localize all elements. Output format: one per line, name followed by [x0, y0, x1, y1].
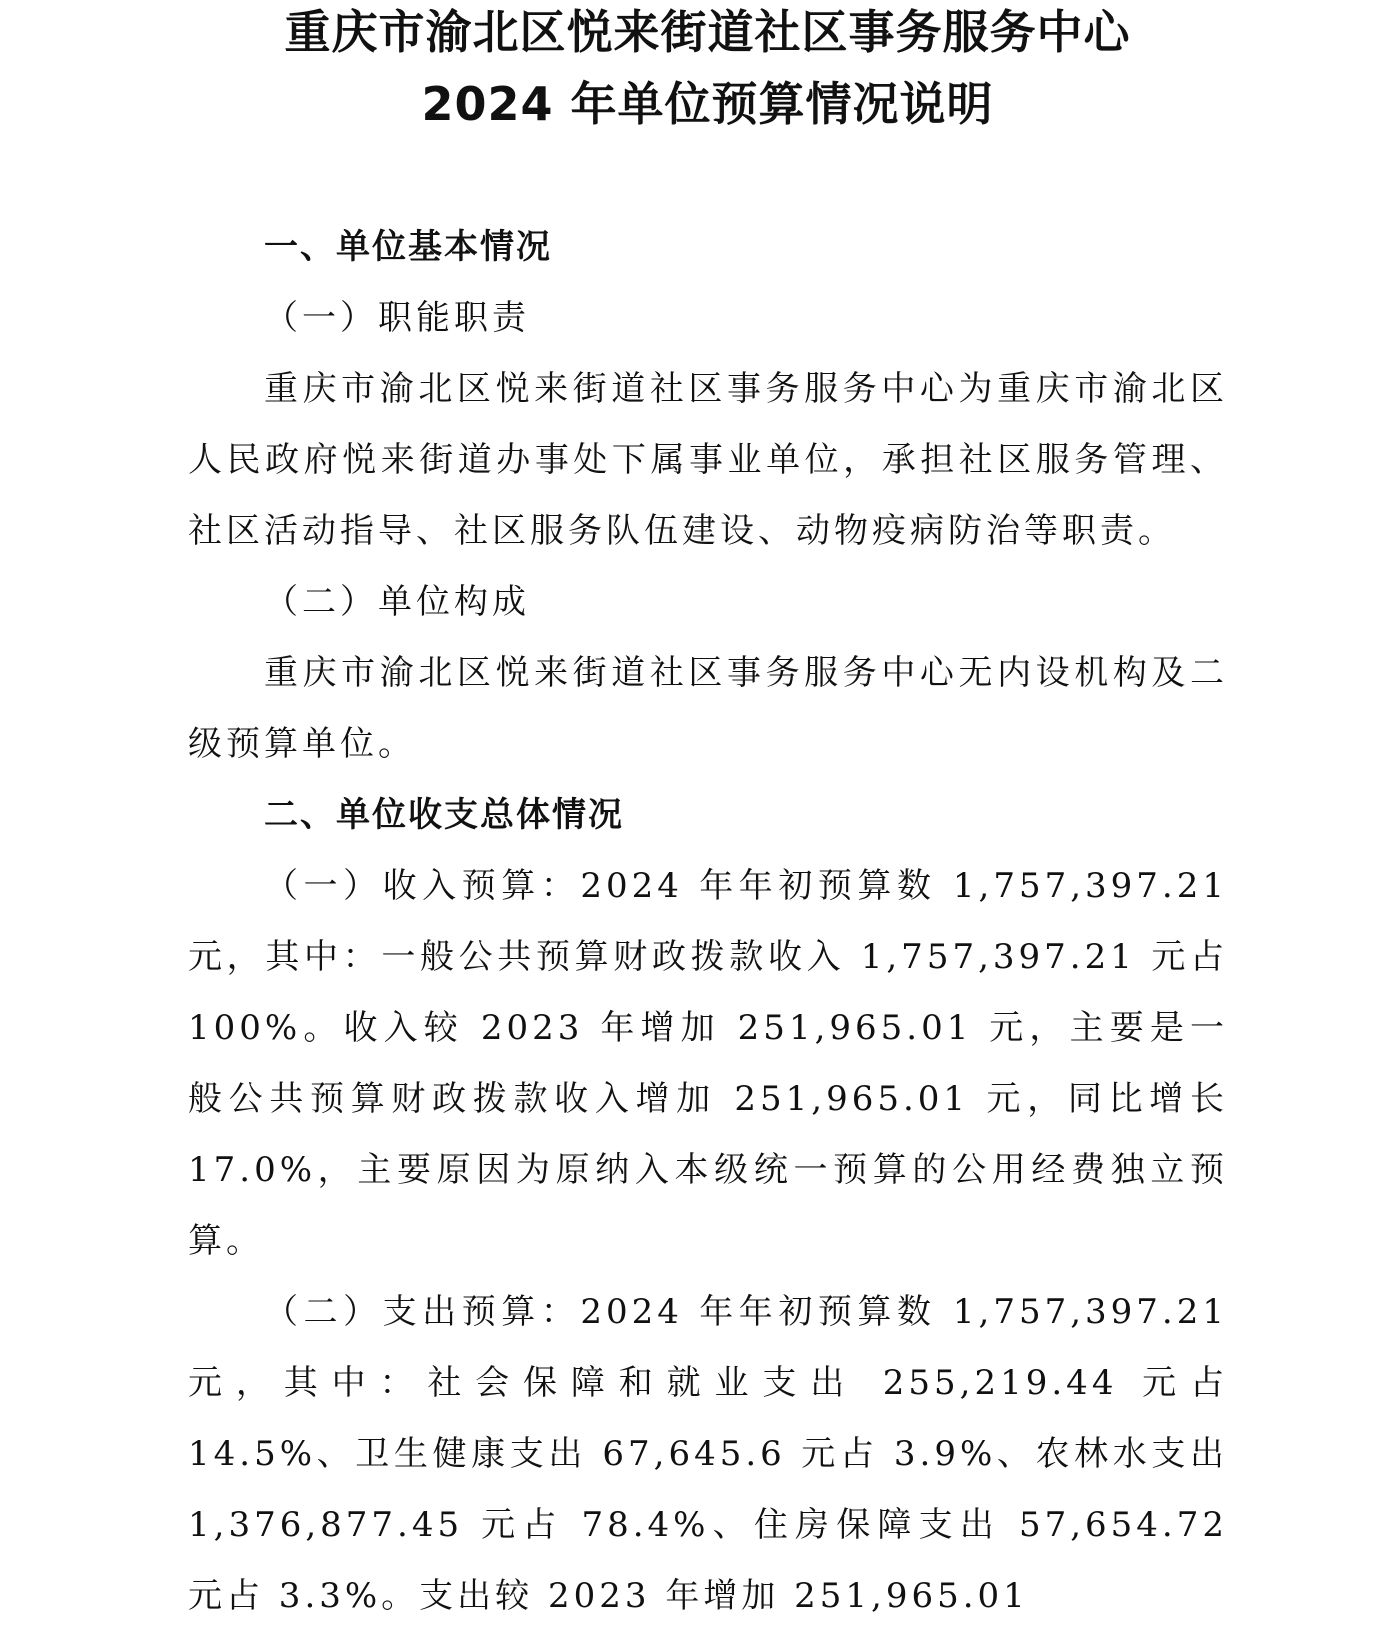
document-body — [188, 212, 1228, 1632]
section1-sub2-heading: （二）单位构成 — [264, 582, 530, 622]
document-title-line1: 重庆市渝北区悦来街道社区事务服务中心 — [284, 5, 1131, 59]
section1-sub2-paragraph: 重庆市渝北区悦来街道社区事务服务中心无内设机构及二级预算单位。 — [188, 653, 1228, 764]
section2-sub1-paragraph: （一）收入预算：2024 年年初预算数 1,757,397.21 元，其中：一般公共预算财政拨款收入 1,757,397.21 元占 100%。收入较 2023 年增加 251,965.01 元，主要是一般公共预算财政拨款收入增加 251,965.01 元，同比增长 17.0%，主要原因为原纳入本级统一预算的公用经费独立预算。 — [188, 866, 1228, 1261]
section1-sub1-paragraph: 重庆市渝北区悦来街道社区事务服务中心为重庆市渝北区人民政府悦来街道办事处下属事业单位，承担社区服务管理、社区活动指导、社区服务队伍建设、动物疫病防治等职责。 — [188, 369, 1228, 551]
section2-sub2-paragraph: （二）支出预算：2024 年年初预算数 1,757,397.21 元，其中：社会保障和就业支出 255,219.44 元占 14.5%、卫生健康支出 67,645.6 元占 3.9%、农林水支出 1,376,877.45 元占 78.4%、住房保障支出 57,654.72 元占 3.3%。支出较 2023 年增加 251,965.01 — [188, 1292, 1228, 1616]
section2-heading: 二、单位收支总体情况 — [264, 795, 624, 835]
section1-sub1-heading: （一）职能职责 — [264, 298, 530, 338]
section1-heading: 一、单位基本情况 — [264, 227, 552, 267]
document-title-line2: 2024 年单位预算情况说明 — [421, 77, 994, 131]
